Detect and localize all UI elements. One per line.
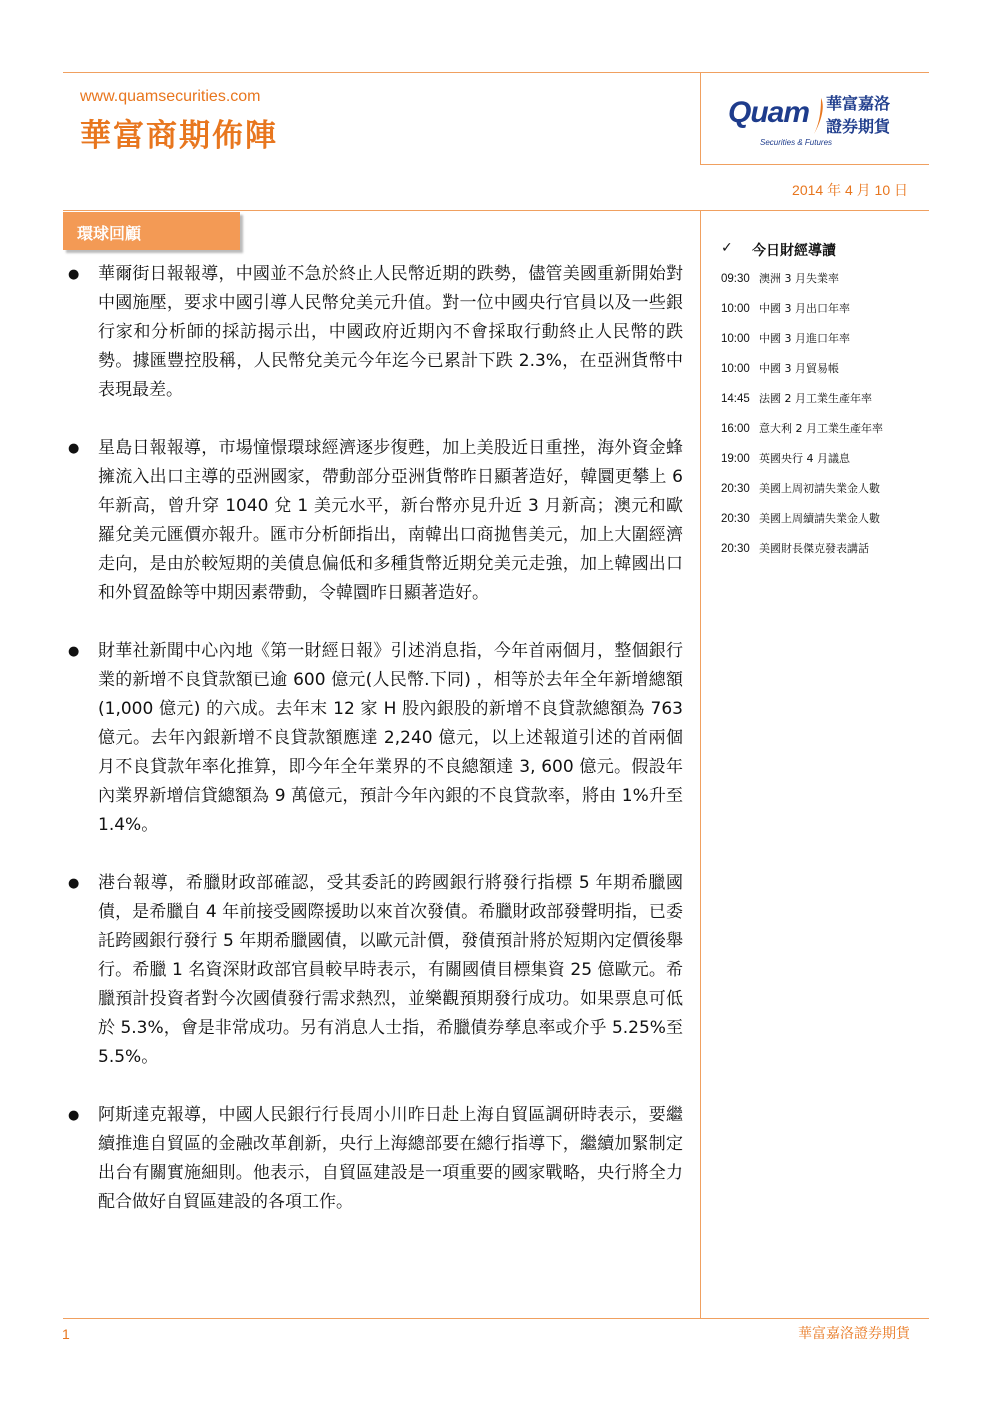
event-desc: 中國 3 月出口年率 [759,302,850,315]
event-item [721,414,926,444]
event-time: 14:45 [721,393,750,405]
event-time: 10:00 [721,333,750,345]
check-icon: ✓ [721,240,733,256]
event-item [721,324,926,354]
event-item [721,474,926,504]
bullet-icon: ● [68,441,80,456]
bullet-icon: ● [68,876,80,891]
report-date: 2014 年 4 月 10 日 [792,182,908,198]
event-time: 10:00 [721,303,750,315]
event-desc: 法國 2 月工業生產年率 [759,392,872,405]
event-time: 20:30 [721,513,750,525]
event-item [721,264,926,294]
article-text: 星島日報報導，市場憧憬環球經濟逐步復甦，加上美股近日重挫，海外資金蜂擁流入出口主導的亞洲國家，帶動部分亞洲貨幣昨日顯著造好，韓圜更攀上 6 年新高，曾升穿 1040 兌 1 美元水平，新台幣亦見升近 3 月新高；澳元和歐羅兌美元匯價亦報升。匯市分析師指出，南韓出口商拋售美元，加上大圍經濟走向，是由於較短期的美債息偏低和多種貨幣近期兌美元走強，加上韓國出口和外貿盈餘等中期因素帶動，令韓圜昨日顯著造好。 [98,438,683,603]
article-text: 港台報導，希臘財政部確認，受其委託的跨國銀行將發行指標 5 年期希臘國債，是希臘自 4 年前接受國際援助以來首次發債。希臘財政部發聲明指，已委託跨國銀行發行 5 年期希臘國債，以歐元計價，發債預計將於短期內定價後舉行。希臘 1 名資深財政部官員較早時表示，有關國債目標集資 25 億歐元。希臘預計投資者對今次國債發行需求熱烈，並樂觀預期發行成功。如果票息可低於 5.3%，會是非常成功。另有消息人士指，希臘債券孳息率或介乎 5.25%至 5.5%。 [98,873,683,1067]
event-time: 16:00 [721,423,750,435]
report-title: 華富商期佈陣 [80,118,278,154]
date-rule [63,210,929,211]
event-time: 19:00 [721,453,750,465]
article-list [63,260,683,1246]
event-time: 10:00 [721,363,750,375]
sidebar-calendar [721,236,926,564]
bullet-icon: ● [68,1108,80,1123]
event-item [721,294,926,324]
logo-subtitle: Securities & Futures [760,138,833,147]
event-desc: 美國財長傑克發表講話 [759,542,869,555]
article-item [63,869,683,1072]
event-time: 09:30 [721,273,750,285]
event-desc: 美國上周續請失業金人數 [759,512,880,525]
page-number: 1 [62,1326,70,1342]
event-desc: 澳洲 3 月失業率 [759,272,839,285]
event-item [721,354,926,384]
section-title: 環球回顧 [77,224,142,243]
event-desc: 美國上周初請失業金人數 [759,482,880,495]
header-bottom-rule [700,164,929,165]
bullet-icon: ● [68,644,80,659]
event-time: 20:30 [721,483,750,495]
article-item [63,1101,683,1217]
event-item [721,384,926,414]
quam-logo [726,90,896,154]
article-text: 財華社新聞中心內地《第一財經日報》引述消息指，今年首兩個月，整個銀行業的新增不良貸款額已逾 600 億元(人民幣.下同) ，相等於去年全年新增總額 (1,000 億元) 的六成。去年末 12 家 H 股內銀股的新增不良貸款總額為 763 億元。去年內銀新增不良貸款額應達 2,240 億元，以上述報道引述的首兩個月不良貸款年率化推算，即今年全年業界的不良總額達 3, 600 億元。假設年內業界新增信貸總額為 9 萬億元，預計今年內銀的不良貸款率，將由 1%升至 1.4%。 [98,641,683,835]
sidebar-header [721,236,926,264]
article-item [63,637,683,840]
bullet-icon: ● [68,267,80,282]
header-top-rule [63,72,929,73]
article-item [63,260,683,405]
article-item [63,434,683,608]
event-desc: 意大利 2 月工業生產年率 [759,422,883,435]
section-tab [63,212,240,250]
footer-company-name: 華富嘉洛證券期貨 [798,1326,910,1342]
sidebar-title: 今日財經導讀 [752,243,836,259]
event-item [721,504,926,534]
article-text: 華爾街日報報導，中國並不急於終止人民幣近期的跌勢，儘管美國重新開始對中國施壓，要求中國引導人民幣兌美元升值。對一位中國央行官員以及一些銀行家和分析師的採訪揭示出，中國政府近期內不會採取行動終止人民幣的跌勢。據匯豐控股稱，人民幣兌美元今年迄今已累計下跌 2.3%，在亞洲貨幣中表現最差。 [98,264,683,400]
event-desc: 英國央行 4 月議息 [759,452,850,465]
event-item [721,444,926,474]
article-text: 阿斯達克報導，中國人民銀行行長周小川昨日赴上海自貿區調研時表示，要繼續推進自貿區的金融改革創新，央行上海總部要在總行指導下，繼續加緊制定出台有關實施細則。他表示，自貿區建設是一項重要的國家戰略，央行將全力配合做好自貿區建設的各項工作。 [98,1105,683,1212]
event-desc: 中國 3 月進口年率 [759,332,850,345]
logo-wordmark: Quam [728,96,810,129]
event-item [721,534,926,564]
column-divider [700,210,701,1318]
footer-rule [63,1318,929,1319]
site-url[interactable]: www.quamsecurities.com [80,88,261,105]
event-desc: 中國 3 月貿易帳 [759,362,839,375]
logo-chinese-name: 華富嘉洛證券期貨 [826,94,891,136]
logo-swoosh-icon [812,96,826,136]
event-list [721,264,926,564]
header-logo-divider [700,72,701,164]
event-time: 20:30 [721,543,750,555]
